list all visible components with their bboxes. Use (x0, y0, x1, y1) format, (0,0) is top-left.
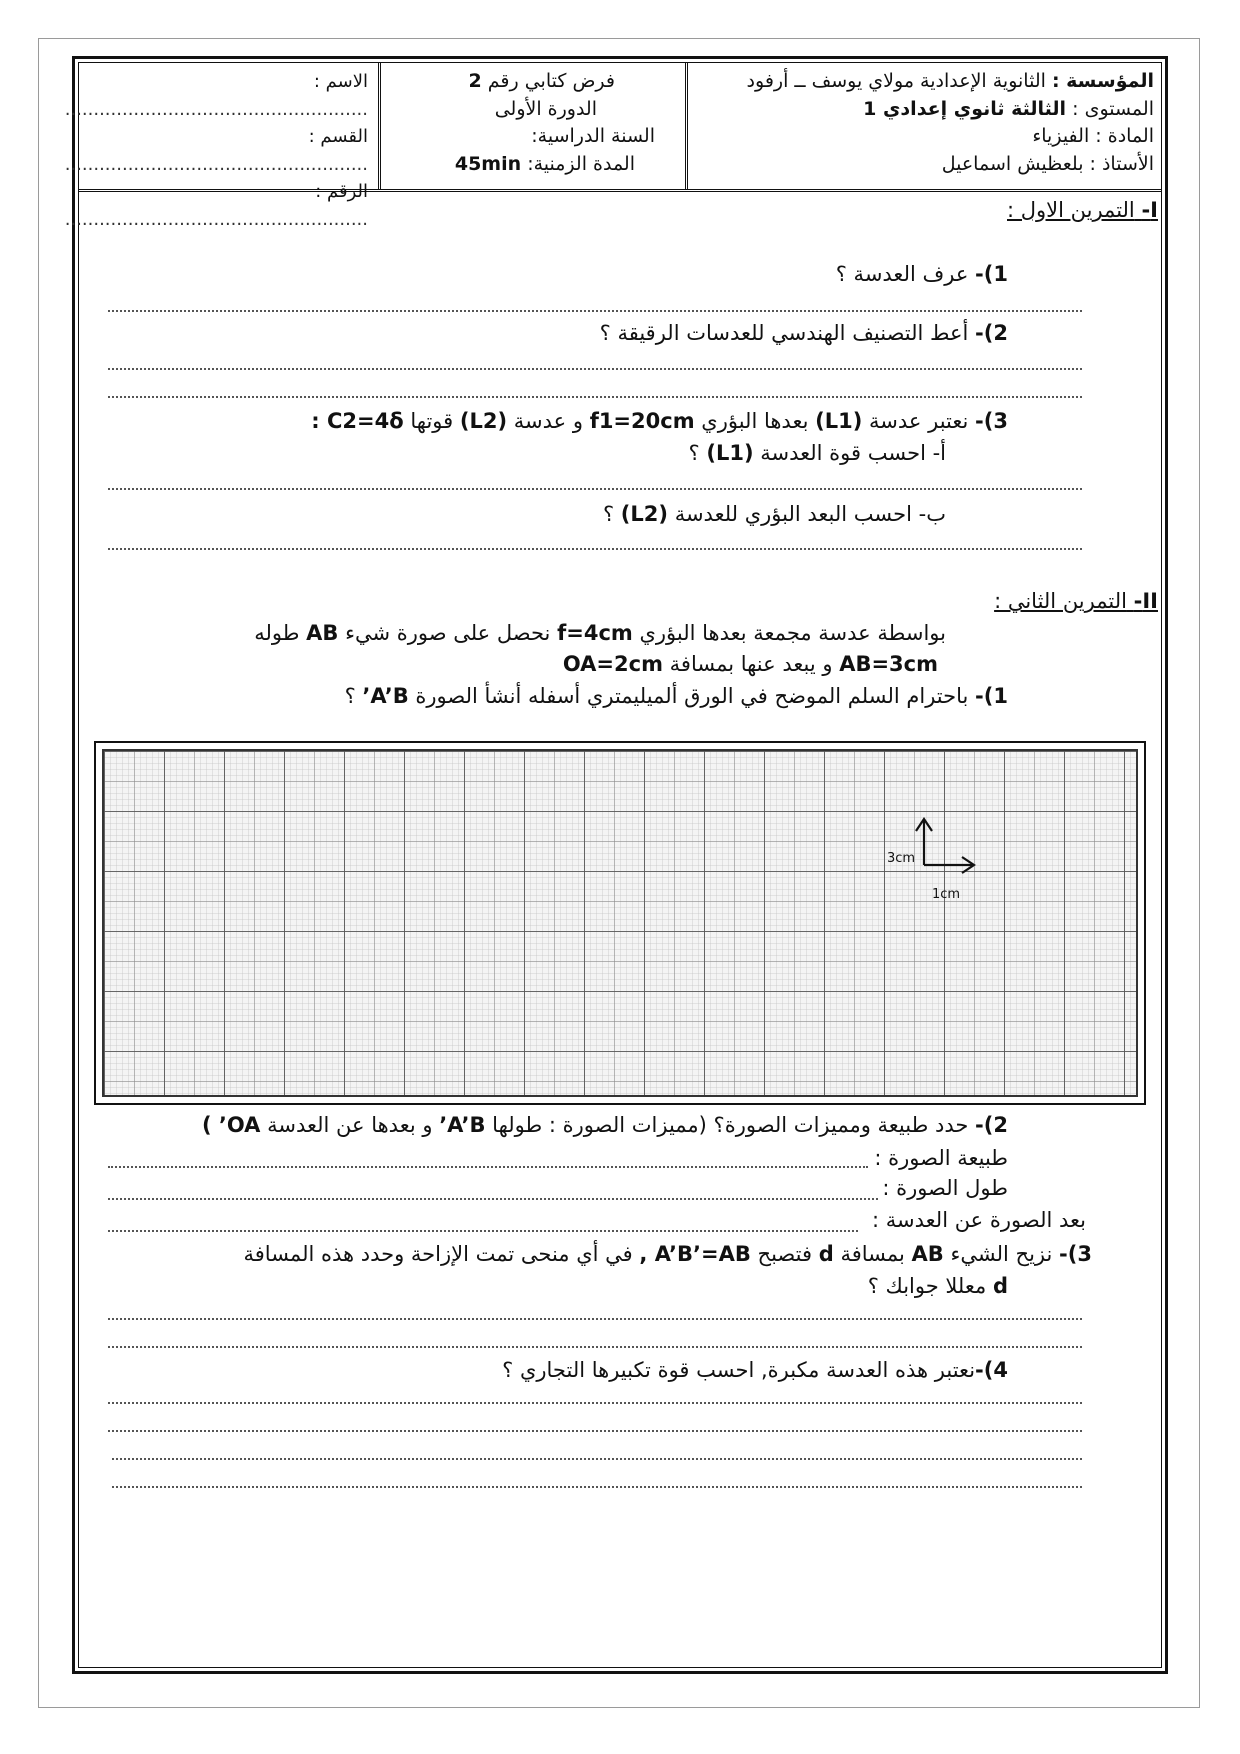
answer-line[interactable] (108, 1166, 868, 1168)
image-length-label: طول الصورة : (882, 1176, 1008, 1200)
scale-horizontal-label: 1cm (932, 887, 961, 902)
ex1-question-3: 3)- نعتبر عدسة (L1) بعدها البؤري f1=20cm و عدسة (L2) قوتها C2=4δ : (311, 409, 1008, 433)
ex2-question-1: 1)- باحترام السلم الموضح في الورق ألميليمتري أسفله أنشأ الصورة A’B’ ؟ (344, 684, 1008, 708)
ex2-question-2: 2)- حدد طبيعة ومميزات الصورة؟ (مميزات الصورة : طولها A’B’ و بعدها عن العدسة OA’ ) (201, 1113, 1008, 1137)
ex1-question-3a: أ- احسب قوة العدسة (L1) ؟ (688, 441, 946, 465)
answer-line[interactable] (108, 1402, 1082, 1404)
ex1-question-3b: ب- احسب البعد البؤري للعدسة (L2) ؟ (602, 502, 946, 526)
answer-line[interactable] (108, 1318, 1082, 1320)
ex2-question-3-line-2: d معللا جوابك ؟ (867, 1274, 1008, 1298)
answer-line[interactable] (108, 396, 1082, 398)
scale-axes-icon (910, 815, 990, 885)
exam-title-line: فرض كتابي رقم 2 (468, 70, 615, 92)
answer-line[interactable] (112, 1458, 1082, 1460)
answer-line[interactable] (108, 1346, 1082, 1348)
session-line: الدورة الأولى (494, 97, 597, 120)
scale-vertical-label: 3cm (887, 851, 916, 866)
answer-line[interactable] (108, 1198, 878, 1200)
graph-paper[interactable] (102, 749, 1138, 1097)
answer-line[interactable] (108, 310, 1082, 312)
exercise1-title: I- التمرين الاول : (1007, 198, 1158, 222)
ex2-question-4: 4)-نعتبر هذه العدسة مكبرة, احسب قوة تكبيرها التجاري ؟ (502, 1358, 1008, 1382)
image-distance-label: بعد الصورة عن العدسة : (872, 1208, 1086, 1232)
answer-line[interactable] (108, 548, 1082, 550)
exercise2-title: II- التمرين الثاني : (994, 589, 1158, 613)
number-field[interactable]: الرقم : ..................................................... (64, 181, 368, 230)
school-year-line: السنة الدراسية: (531, 125, 655, 147)
duration-line: المدة الزمنية: 45min (454, 152, 635, 175)
ex2-intro-line-1: بواسطة عدسة مجمعة بعدها البؤري f=4cm نحصل على صورة شيء AB طوله (254, 621, 946, 645)
header-student-info (64, 62, 378, 230)
header-school-info (688, 62, 1162, 189)
header-exam-info (378, 62, 688, 189)
graph-grid (104, 751, 1136, 1095)
ex2-intro-line-2: AB=3cm و يبعد عنها بمسافة OA=2cm (562, 652, 938, 676)
ex2-question-3: 3)- نزيح الشيء AB بمسافة d فتصبح A’B’=AB , في أي منحى تمت الإزاحة وحدد هذه المسافة (243, 1242, 1092, 1266)
answer-line[interactable] (108, 1430, 1082, 1432)
answer-line[interactable] (108, 1230, 858, 1232)
subject-line: المادة : الفيزياء (1032, 125, 1154, 147)
teacher-line: الأستاذ : بلعظيش اسماعيل (941, 152, 1154, 175)
ex1-question-2: 2)- أعط التصنيف الهندسي للعدسات الرقيقة ؟ (599, 321, 1008, 345)
answer-line[interactable] (112, 1486, 1082, 1488)
ex1-question-1: 1)- عرف العدسة ؟ (835, 262, 1008, 286)
level-line: المستوى : الثالثة ثانوي إعدادي 1 (863, 97, 1154, 120)
class-field[interactable]: القسم : ..................................................... (64, 126, 368, 175)
answer-line[interactable] (108, 488, 1082, 490)
name-field[interactable]: الاسم : ..................................................... (64, 71, 368, 120)
answer-line[interactable] (108, 368, 1082, 370)
image-nature-label: طبيعة الصورة : (874, 1146, 1008, 1170)
institution-line: المؤسسة : الثانوية الإعدادية مولاي يوسف ــ أرفود (746, 70, 1154, 92)
